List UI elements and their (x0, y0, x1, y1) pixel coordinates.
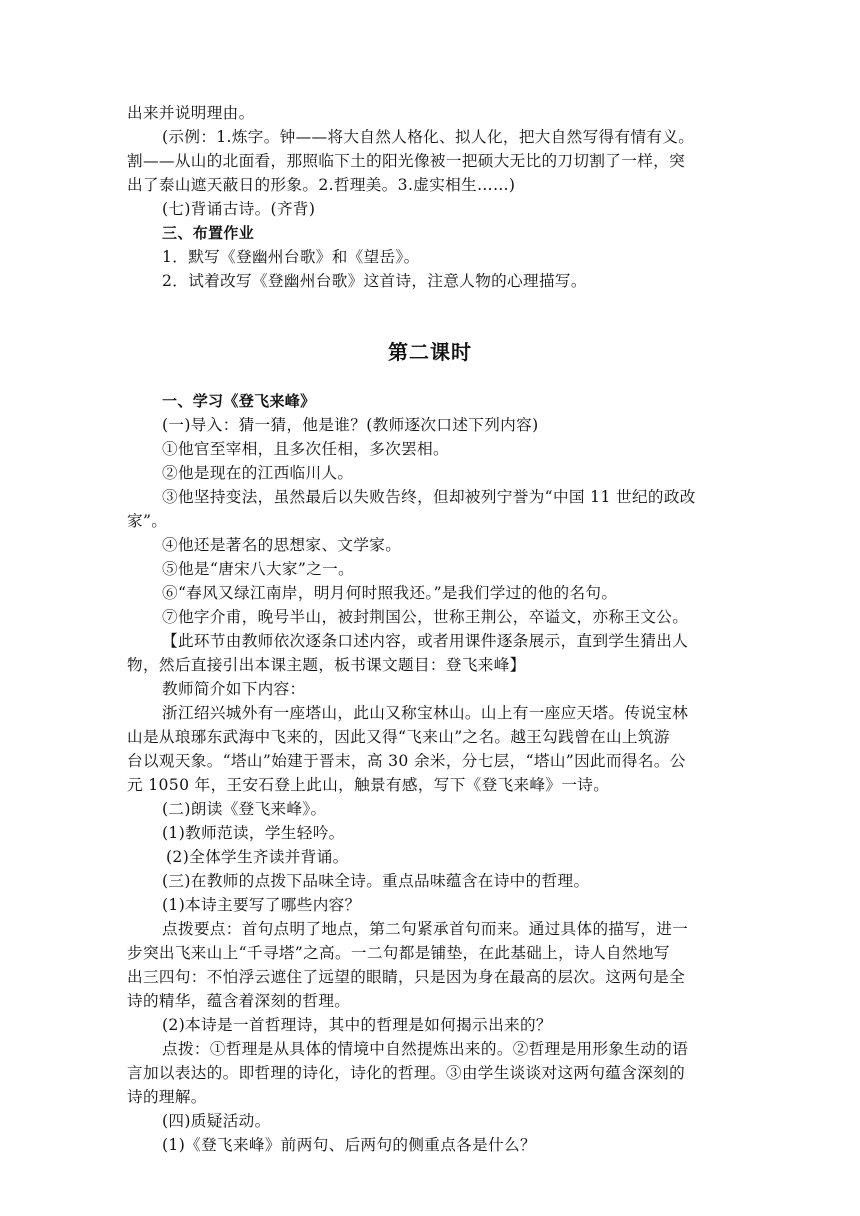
text-line: 家”。 (127, 512, 168, 530)
text-line: 台以观天象。“塔山”始建于晋末，高 30 余米，分七层，“塔山”因此而得名。公 (127, 752, 686, 770)
text-line: (四)质疑活动。 (162, 1112, 271, 1130)
list-item: (1)《登飞来峰》前两句、后两句的侧重点各是什么？ (162, 1136, 536, 1154)
text-line: 点拨：①哲理是从具体的情境中自然提炼出来的。②哲理是用形象生动的语 (162, 1040, 689, 1058)
text-line: 诗的理解。 (127, 1088, 207, 1106)
text-line: 步突出飞来山上“千寻塔”之高。一二句都是铺垫，在此基础上，诗人自然地写 (127, 944, 670, 962)
section-heading: 一、学习《登飞来峰》 (162, 392, 316, 410)
text-line: 山是从琅琊东武海中飞来的，因此又得“飞来山”之名。越王勾践曾在山上筑游 (127, 728, 670, 746)
section-heading: 三、布置作业 (162, 224, 255, 242)
list-item: 2．试着改写《登幽州台歌》这首诗，注意人物的心理描写。 (162, 272, 587, 290)
list-item: 1．默写《登幽州台歌》和《望岳》。 (162, 248, 420, 266)
text-line: 诗的精华，蕴含着深刻的哲理。 (127, 992, 351, 1010)
text-line: 出三四句：不怕浮云遮住了远望的眼睛，只是因为身在最高的层次。这两句是全 (127, 968, 686, 986)
text-line: (三)在教师的点拨下品味全诗。重点品味蕴含在诗中的哲理。 (162, 872, 590, 890)
text-line: 元 1050 年，王安石登上此山，触景有感，写下《登飞来峰》一诗。 (127, 776, 610, 794)
text-line: 【此环节由教师依次逐条口述内容，或者用课件逐条展示，直到学生猜出人 (162, 632, 689, 650)
text-line: 物，然后直接引出本课主题，板书课文题目：登飞来峰】 (127, 656, 526, 674)
list-item: (2)全体学生齐读并背诵。 (166, 848, 349, 866)
text-line: 言加以表达的。即哲理的诗化，诗化的哲理。③由学生谈谈对这两句蕴含深刻的 (127, 1064, 686, 1082)
list-item: ⑥“春风又绿江南岸，明月何时照我还。”是我们学过的他的名句。 (162, 584, 618, 602)
text-line: (示例：1.炼字。钟——将大自然人格化、拟人化，把大自然写得有情有义。 (162, 128, 695, 146)
list-item: (1)教师范读，学生轻吟。 (162, 824, 345, 842)
list-item: (2)本诗是一首哲理诗，其中的哲理是如何揭示出来的？ (162, 1016, 552, 1034)
list-item: ①他官至宰相，且多次任相，多次罢相。 (162, 440, 449, 458)
text-line: (二)朗读《登飞来峰》。 (162, 800, 327, 818)
list-item: (1)本诗主要写了哪些内容？ (162, 896, 361, 914)
text-line: (一)导入：猜一猜，他是谁？(教师逐次口述下列内容) (162, 416, 539, 434)
list-item: ④他还是著名的思想家、文学家。 (162, 536, 402, 554)
text-line: 割——从山的北面看，那照临下土的阳光像被一把硕大无比的刀切割了一样，突 (127, 152, 686, 170)
text-line: 教师简介如下内容： (162, 680, 306, 698)
text-line: 点拨要点：首句点明了地点，第二句紧承首句而来。通过具体的描写，进一 (162, 920, 689, 938)
text-line: 出了泰山遮天蔽日的形象。2.哲理美。3.虚实相生……) (127, 176, 516, 194)
list-item: ⑤他是“唐宋八大家”之一。 (162, 560, 355, 578)
text-line: (七)背诵古诗。(齐背) (162, 200, 316, 218)
list-item: ②他是现在的江西临川人。 (162, 464, 354, 482)
page-title: 第二课时 (388, 340, 472, 364)
text-line: 浙江绍兴城外有一座塔山，此山又称宝林山。山上有一座应天塔。传说宝林 (162, 704, 689, 722)
list-item: ③他坚持变法，虽然最后以失败告终，但却被列宁誉为“中国 11 世纪的政改 (162, 488, 696, 506)
list-item: ⑦他字介甫，晚号半山，被封荆国公，世称王荆公，卒谥文，亦称王文公。 (162, 608, 689, 626)
text-line: 出来并说明理由。 (127, 104, 255, 122)
